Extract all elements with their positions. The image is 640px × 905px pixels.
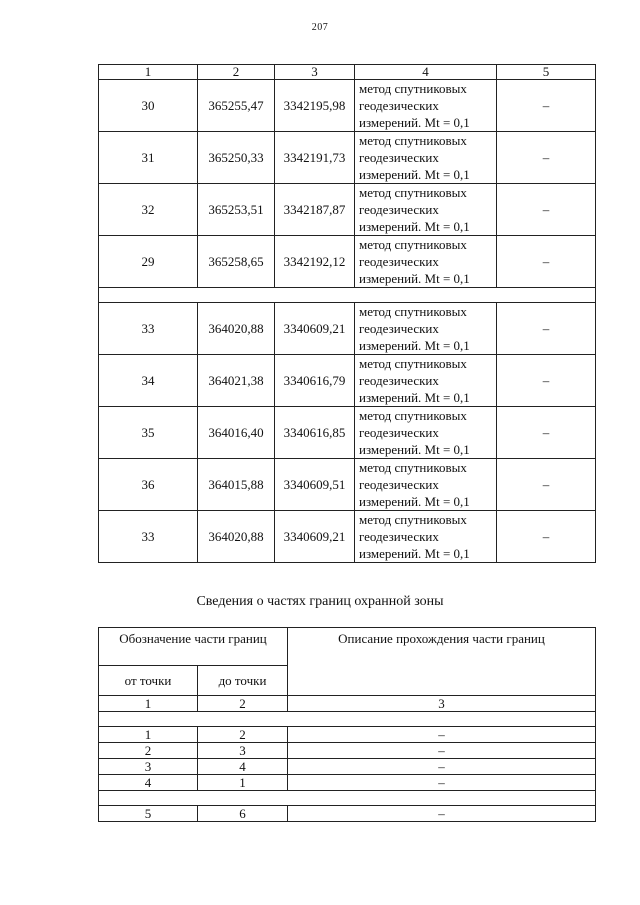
coordinate-x: 365255,47 [198, 80, 275, 132]
method-line: метод спутниковых [359, 512, 467, 527]
method-line: метод спутниковых [359, 81, 467, 96]
separator-row [99, 288, 596, 303]
point-number: 30 [99, 80, 198, 132]
description-cell: – [288, 743, 596, 759]
table-row [99, 775, 596, 791]
description-cell: – [288, 727, 596, 743]
method-line: метод спутниковых [359, 304, 467, 319]
from-point: 2 [99, 743, 198, 759]
column-number: 1 [99, 65, 198, 80]
method-cell [355, 355, 497, 407]
method-line: метод спутниковых [359, 185, 467, 200]
table-row [99, 132, 596, 184]
column-number-row [99, 696, 596, 712]
coordinate-y: 3342191,73 [275, 132, 355, 184]
table-row [99, 184, 596, 236]
method-line: метод спутниковых [359, 237, 467, 252]
from-point: 1 [99, 727, 198, 743]
table-row [99, 355, 596, 407]
column-number: 5 [497, 65, 596, 80]
method-line: измерений. Mt = 0,1 [359, 271, 470, 286]
method-line: геодезических [359, 425, 439, 440]
coordinates-table [98, 64, 596, 563]
table-row [99, 459, 596, 511]
note-cell: – [497, 132, 596, 184]
from-point-header: от точки [99, 666, 198, 696]
method-line: измерений. Mt = 0,1 [359, 115, 470, 130]
table-row [99, 407, 596, 459]
coordinate-x: 364016,40 [198, 407, 275, 459]
separator-row [99, 791, 596, 806]
description-cell: – [288, 806, 596, 822]
note-cell: – [497, 236, 596, 288]
coordinate-x: 364020,88 [198, 303, 275, 355]
method-cell [355, 184, 497, 236]
coordinate-x: 364020,88 [198, 511, 275, 563]
method-cell [355, 80, 497, 132]
point-number: 35 [99, 407, 198, 459]
table-row [99, 743, 596, 759]
note-cell: – [497, 511, 596, 563]
method-line: геодезических [359, 202, 439, 217]
coordinate-y: 3342187,87 [275, 184, 355, 236]
to-point: 6 [198, 806, 288, 822]
table-row [99, 236, 596, 288]
description-cell: – [288, 759, 596, 775]
section-title: Сведения о частях границ охранной зоны [196, 594, 444, 609]
table-row [99, 727, 596, 743]
note-cell: – [497, 303, 596, 355]
to-point-header: до точки [198, 666, 288, 696]
method-line: измерений. Mt = 0,1 [359, 390, 470, 405]
separator-cell [99, 791, 596, 806]
method-line: метод спутниковых [359, 408, 467, 423]
column-number: 4 [355, 65, 497, 80]
coordinate-x: 365258,65 [198, 236, 275, 288]
note-cell: – [497, 80, 596, 132]
to-point: 1 [198, 775, 288, 791]
method-line: геодезических [359, 254, 439, 269]
method-cell [355, 459, 497, 511]
point-number: 33 [99, 511, 198, 563]
method-line: измерений. Mt = 0,1 [359, 494, 470, 509]
method-line: измерений. Mt = 0,1 [359, 338, 470, 353]
method-cell [355, 132, 497, 184]
designation-header: Обозначение части границ [99, 628, 288, 666]
table-row [99, 80, 596, 132]
method-line: геодезических [359, 321, 439, 336]
description-header: Описание прохождения части границ [288, 628, 596, 696]
note-cell: – [497, 407, 596, 459]
coordinate-x: 365250,33 [198, 132, 275, 184]
point-number: 33 [99, 303, 198, 355]
point-number: 32 [99, 184, 198, 236]
coordinate-y: 3340609,51 [275, 459, 355, 511]
method-line: измерений. Mt = 0,1 [359, 546, 470, 561]
method-line: геодезических [359, 150, 439, 165]
point-number: 31 [99, 132, 198, 184]
method-line: измерений. Mt = 0,1 [359, 442, 470, 457]
description-cell: – [288, 775, 596, 791]
column-number: 1 [99, 696, 198, 712]
coordinate-y: 3340609,21 [275, 511, 355, 563]
note-cell: – [497, 459, 596, 511]
method-cell [355, 511, 497, 563]
separator-row [99, 712, 596, 727]
column-number: 3 [275, 65, 355, 80]
column-number: 3 [288, 696, 596, 712]
column-number-row [99, 65, 596, 80]
to-point: 3 [198, 743, 288, 759]
from-point: 4 [99, 775, 198, 791]
point-number: 29 [99, 236, 198, 288]
page-number: 207 [311, 22, 329, 33]
method-cell [355, 236, 497, 288]
from-point: 3 [99, 759, 198, 775]
table-row [99, 806, 596, 822]
point-number: 36 [99, 459, 198, 511]
coordinate-x: 365253,51 [198, 184, 275, 236]
table-row [99, 511, 596, 563]
point-number: 34 [99, 355, 198, 407]
method-line: метод спутниковых [359, 460, 467, 475]
coordinate-y: 3340616,85 [275, 407, 355, 459]
method-cell [355, 303, 497, 355]
to-point: 2 [198, 727, 288, 743]
coordinate-y: 3340616,79 [275, 355, 355, 407]
coordinate-y: 3342192,12 [275, 236, 355, 288]
table-row [99, 303, 596, 355]
separator-cell [99, 712, 596, 727]
method-line: измерений. Mt = 0,1 [359, 219, 470, 234]
column-number: 2 [198, 696, 288, 712]
method-line: геодезических [359, 373, 439, 388]
method-line: измерений. Mt = 0,1 [359, 167, 470, 182]
method-cell [355, 407, 497, 459]
method-line: метод спутниковых [359, 133, 467, 148]
note-cell: – [497, 355, 596, 407]
method-line: геодезических [359, 477, 439, 492]
note-cell: – [497, 184, 596, 236]
coordinate-y: 3342195,98 [275, 80, 355, 132]
boundary-parts-table [98, 627, 596, 822]
separator-cell [99, 288, 596, 303]
table-row [99, 759, 596, 775]
method-line: геодезических [359, 529, 439, 544]
method-line: метод спутниковых [359, 356, 467, 371]
method-line: геодезических [359, 98, 439, 113]
to-point: 4 [198, 759, 288, 775]
from-point: 5 [99, 806, 198, 822]
coordinate-x: 364021,38 [198, 355, 275, 407]
column-number: 2 [198, 65, 275, 80]
coordinate-x: 364015,88 [198, 459, 275, 511]
coordinate-y: 3340609,21 [275, 303, 355, 355]
